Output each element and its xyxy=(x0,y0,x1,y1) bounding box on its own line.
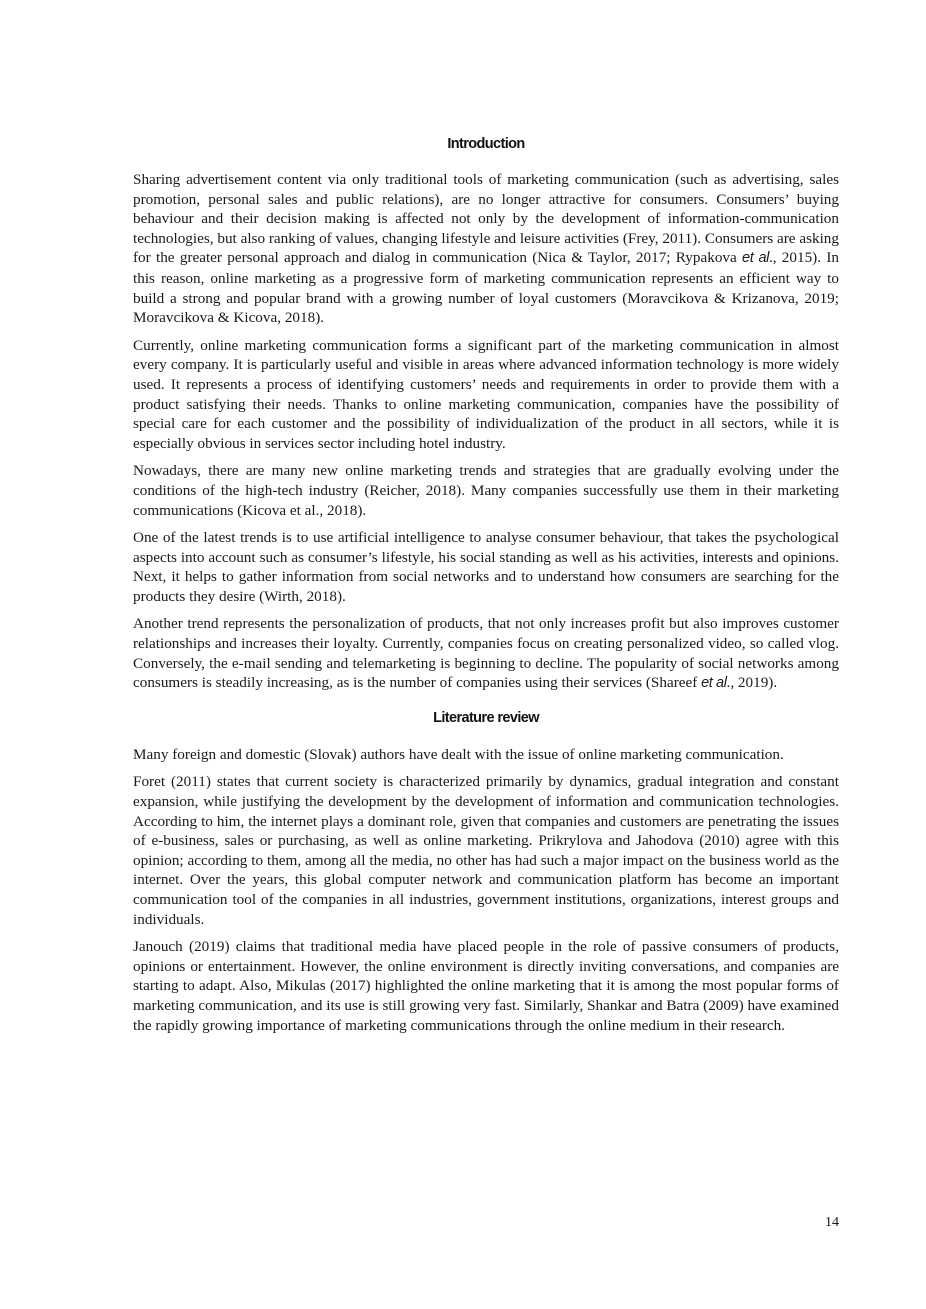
page-content xyxy=(133,130,839,1043)
intro-p1-text-b: ., 2015). In this reason, online marketing as a progressive form of marketing communication represents an efficient way to build a strong and popular brand with a growing number of loyal customers (Moravcikova & Krizanova, 2019; Moravcikova & Kicova, 2018). xyxy=(133,249,839,327)
intro-paragraph-3: Nowadays, there are many new online marketing trends and strategies that are gradually evolving under the conditions of the high-tech industry (Reicher, 2018). Many companies successfully use them in their marketing communications (Kicova et al., 2018). xyxy=(133,462,839,519)
intro-p5-etal: et al xyxy=(701,675,727,692)
lit-paragraph-2: Foret (2011) states that current society is characterized primarily by dynamics, gradual integration and constant expansion, while justifying the development by the development of information and communication technologies. According to him, the internet plays a dominant role, given that companies and customers are penetrating the issues of e-business, sales or purchasing, as well as online marketing. Prikrylova and Jahodova (2010) agree with this opinion; according to them, among all the media, no other has had such a major impact on the business world as the internet. Over the years, this global computer network and communication platform has become an important communication tool of the companies in all industries, government institutions, organizations, interest groups and individuals. xyxy=(133,773,839,928)
introduction-heading: Introduction xyxy=(447,136,525,152)
page-number: 14 xyxy=(825,1215,839,1230)
intro-paragraph-2: Currently, online marketing communication forms a significant part of the marketing communication in almost every company. It is particularly useful and visible in areas where advanced information technology is more widely used. It represents a process of identifying customers’ needs and requirements in order to provide them with a product satisfying their needs. Thanks to online marketing communication, companies have the possibility of special care for each customer and the possibility of individualization of the product in all sectors, while it is especially obvious in services sector including hotel industry. xyxy=(133,336,839,452)
lit-paragraph-1: Many foreign and domestic (Slovak) authors have dealt with the issue of online marketing communication. xyxy=(133,745,784,763)
literature-review-heading: Literature review xyxy=(433,709,539,726)
intro-paragraph-1 xyxy=(133,170,839,328)
lit-paragraph-3: Janouch (2019) claims that traditional media have placed people in the role of passive consumers of products, opinions or entertainment. However, the online environment is directly inviting conversations, and companies are starting to adapt. Also, Mikulas (2017) highlighted the online marketing that it is among the most popular forms of marketing communication, and its use is still growing very fast. Similarly, Shankar and Batra (2009) have examined the rapidly growing importance of marketing communications through the online medium in their research. xyxy=(133,938,839,1034)
intro-p5-text-b: ., 2019). xyxy=(726,674,778,692)
intro-p5-text-a: Another trend represents the personalization of products, that not only increases profit but also improves customer relationships and increases their loyalty. Currently, companies focus on creating personalized video, so called vlog. Conversely, the e-mail sending and telemarketing is beginning to decline. The popularity of social networks among consumers is steadily increasing, as is the number of companies using their services (Shareef xyxy=(133,615,839,692)
intro-paragraph-5 xyxy=(133,614,839,693)
intro-paragraph-4: One of the latest trends is to use artificial intelligence to analyse consumer behaviour, that takes the psychological aspects into account such as consumer’s lifestyle, his social standing as well as his activities, interests and opinions. Next, it helps to gather information from social networks and to understand how consumers are searching for the products they desire (Wirth, 2018). xyxy=(133,529,839,605)
intro-p1-text-a: Sharing advertisement content via only traditional tools of marketing communication (such as advertising, sales promotion, personal sales and public relations), are no longer attractive for consumers. Consumers’ buying behaviour and their decision making is affected not only by the development of information-communication technologies, but also ranking of values, changing lifestyle and leisure activities (Frey, 2011). Consumers are asking for the greater personal approach and dialog in communication (Nica & Taylor, 2017; Rypakova xyxy=(133,171,839,267)
intro-p1-etal: et al xyxy=(742,250,769,267)
